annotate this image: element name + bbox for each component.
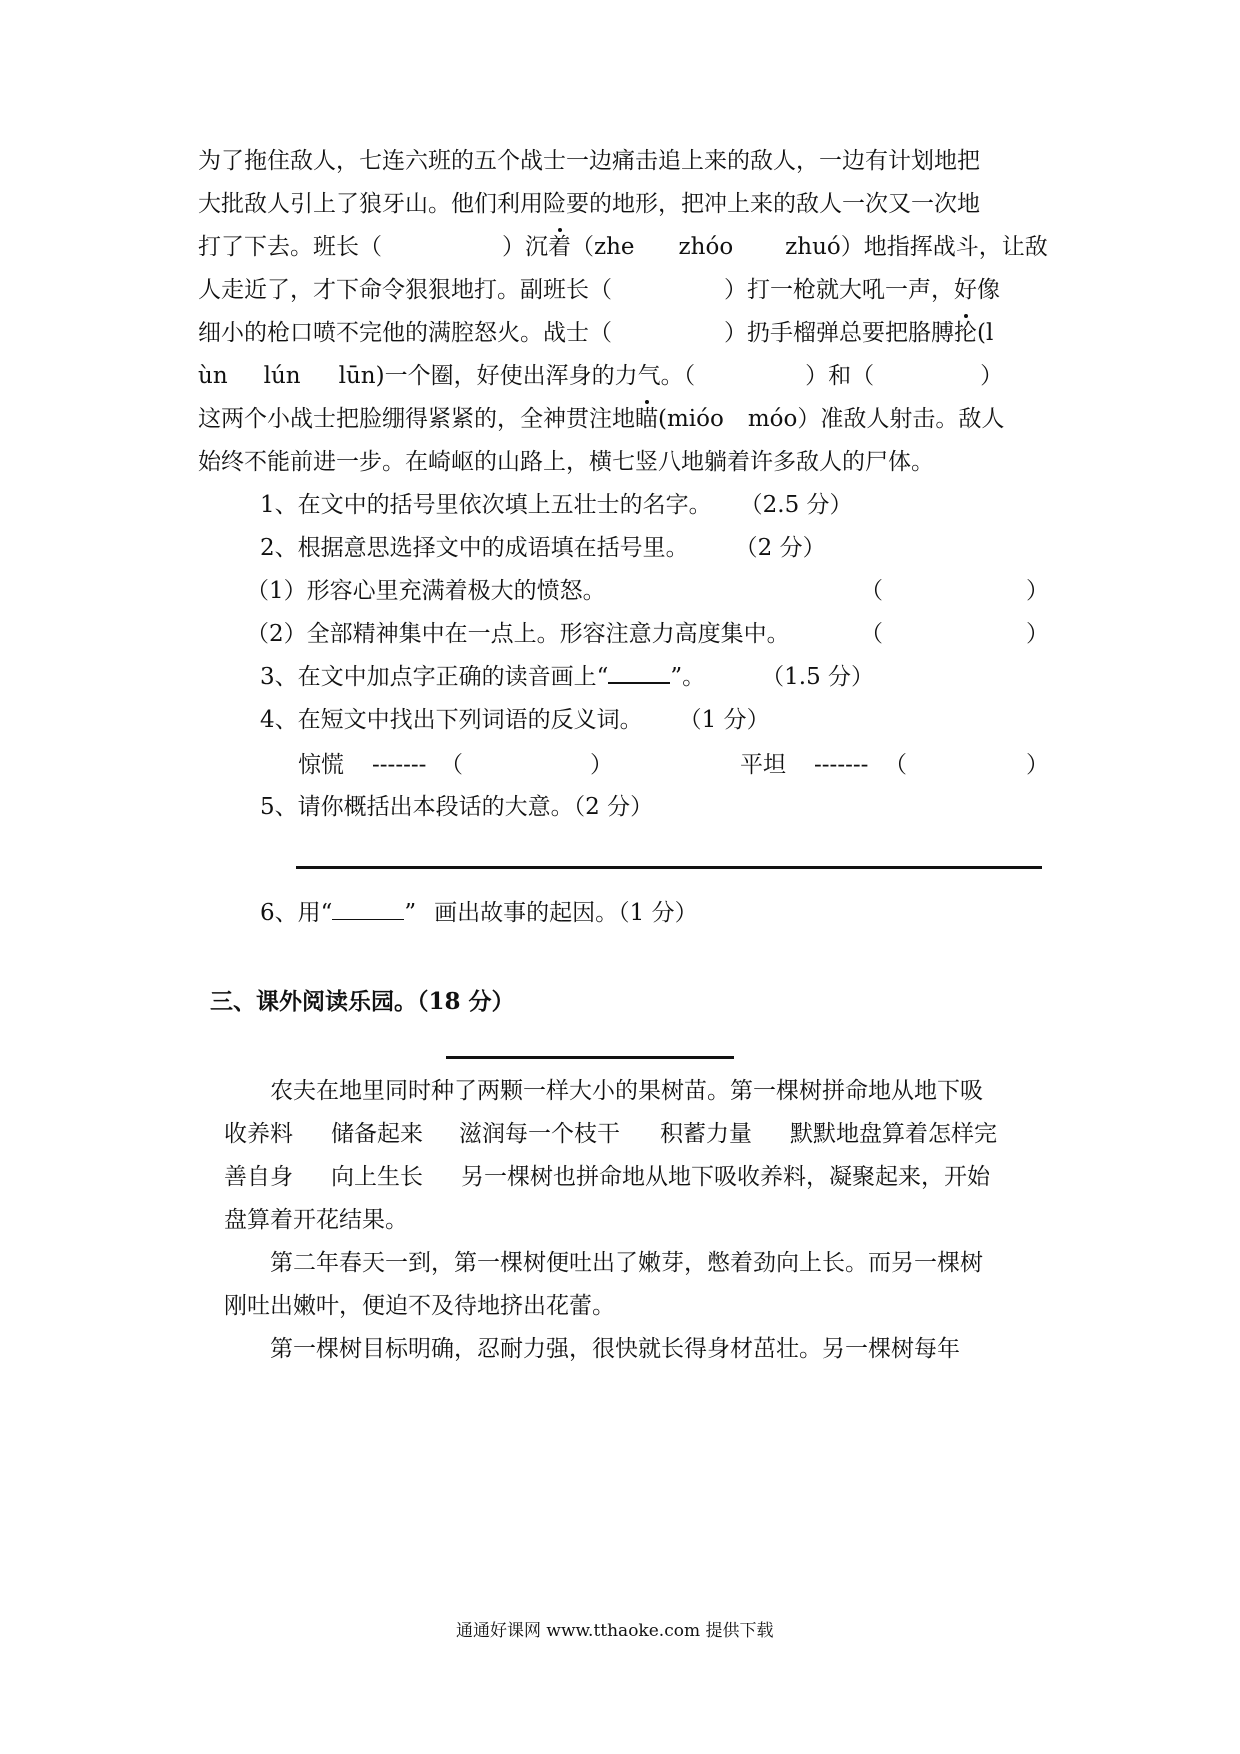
question-4: [260, 705, 770, 735]
question-3-a: 3、在文中加点字正确的读音画上“: [260, 664, 609, 690]
question-2: [260, 533, 826, 563]
story-phrase-1: 收养料: [224, 1121, 293, 1147]
story-p1-line-4: 盘算着开花结果。: [224, 1207, 408, 1233]
pinyin-option-1: （zhe: [571, 234, 635, 260]
story-phrase-5: 默默地盘算着怎样完: [790, 1121, 997, 1147]
dotted-char-miao: 瞄: [635, 406, 658, 432]
passage-line-5-a: 细小的枪口喷不完他的满腔怒火。战士（: [198, 320, 612, 346]
antonym-word-2: 平坦: [740, 752, 786, 778]
passage-line-4-a: 人走近了，才下命令狠狠地打。副班长（: [198, 277, 612, 303]
question-6-c: 画出故事的起因。（1 分）: [434, 900, 698, 926]
question-2-2-open: （: [860, 621, 883, 647]
passage-line-4: [198, 275, 1000, 305]
antonym-dashes-1: -------: [372, 752, 427, 778]
passage-line-3-a: 打了下去。班长（: [198, 234, 382, 260]
story-phrase-4: 积蓄力量: [660, 1121, 752, 1147]
passage-line-1: 为了拖住敌人，七连六班的五个战士一边痛击追上来的敌人，一边有计划地把: [198, 148, 980, 174]
passage-line-7: [198, 404, 1004, 434]
pinyin-miao-1: (mióo: [658, 406, 724, 432]
question-4-text: 4、在短文中找出下列词语的反义词。: [260, 707, 643, 733]
question-6: [260, 898, 698, 928]
story-p1-line-2: [224, 1119, 997, 1149]
footer-text: 通通好课网 www.tthaoke.com 提供下载: [456, 1621, 774, 1641]
question-2-2-close: ）: [1026, 621, 1049, 647]
passage-line-6-c: lūn)一个圈，好使出浑身的力气。（: [338, 363, 696, 389]
pinyin-lun-2: lún: [263, 363, 301, 389]
question-5: 5、请你概括出本段话的大意。（2 分）: [260, 794, 654, 820]
question-2-text: 2、根据意思选择文中的成语填在括号里。: [260, 535, 689, 561]
story-phrase-3: 滋润每一个枝干: [459, 1121, 620, 1147]
question-6-a: 6、用“: [260, 900, 333, 926]
question-2-2: （2）全部精神集中在一点上。形容注意力高度集中。: [246, 621, 790, 647]
passage-line-6-e: ）: [980, 363, 1004, 389]
answer-line-5: [296, 866, 1042, 869]
story-phrase-8: 另一棵树也拼命地从地下吸收养料，凝聚起来，开始: [461, 1164, 990, 1190]
question-1: [260, 490, 853, 520]
underline-sample-6: [332, 905, 404, 920]
story-p1-line-1: 农夫在地里同时种了两颗一样大小的果树苗。第一棵树拼命地从地下吸: [270, 1078, 983, 1104]
question-3-score: （1.5 分）: [761, 664, 875, 690]
passage-line-6-d: ）和（: [805, 363, 875, 389]
question-4-score: （1 分）: [678, 707, 770, 733]
passage-line-5-b: ）扔手榴弹总要把胳膊: [724, 320, 954, 346]
antonym-close-2: ）: [1026, 752, 1049, 778]
question-2-1-open: （: [860, 578, 883, 604]
antonym-word-1: 惊慌: [298, 752, 344, 778]
passage-line-7-c: móo）准敌人射击。敌人: [747, 406, 1005, 432]
question-1-score: （2.5 分）: [739, 492, 853, 518]
story-p2-line-1: 第二年春天一到，第一棵树便吐出了嫩芽，憋着劲向上长。而另一棵树: [270, 1250, 983, 1276]
pinyin-option-2: zhóo: [678, 234, 734, 260]
passage-line-8: 始终不能前进一步。在崎岖的山路上，横七竖八地躺着许多敌人的尸体。: [198, 449, 934, 475]
story-phrase-2: 储备起来: [331, 1121, 423, 1147]
antonym-close-1: ）: [590, 752, 613, 778]
passage-line-6: [198, 361, 1003, 391]
passage-line-5: [198, 318, 993, 348]
question-2-1: （1）形容心里充满着极大的愤怒。: [246, 578, 606, 604]
question-6-b: ”: [404, 900, 417, 926]
passage-line-3-b: ）沉: [502, 234, 548, 260]
passage-line-4-b: ）打一枪就大吼一声，好像: [724, 277, 1000, 303]
story-phrase-7: 向上生长: [331, 1164, 423, 1190]
antonym-open-1: （: [440, 752, 463, 778]
section-3-heading: 三、课外阅读乐园。（18 分）: [210, 988, 515, 1015]
pinyin-lun-1: ùn: [198, 363, 228, 389]
passage-line-2: 大批敌人引上了狼牙山。他们利用险要的地形，把冲上来的敌人一次又一次地: [198, 191, 980, 217]
question-3-b: ”。: [670, 664, 706, 690]
dotted-char-zhe: 着: [548, 234, 571, 260]
underline-sample: [608, 666, 670, 684]
pinyin-option-3: zhuó）地指挥战斗，让敌: [785, 234, 1048, 260]
question-3: [260, 662, 874, 692]
dotted-char-lun: 抡: [954, 320, 977, 346]
question-2-score: （2 分）: [734, 535, 826, 561]
story-phrase-6: 善自身: [224, 1164, 293, 1190]
story-title-blank: [446, 1056, 734, 1059]
story-p3-line-1: 第一棵树目标明确，忍耐力强，很快就长得身材茁壮。另一棵树每年: [270, 1336, 960, 1362]
question-2-1-close: ）: [1026, 578, 1049, 604]
antonym-open-2: （: [884, 752, 907, 778]
pinyin-start: (l: [977, 320, 994, 346]
passage-line-3: [198, 232, 1048, 262]
story-p1-line-3: [224, 1162, 990, 1192]
story-p2-line-2: 刚吐出嫩叶，便迫不及待地挤出花蕾。: [224, 1293, 615, 1319]
passage-line-7-a: 这两个小战士把脸绷得紧紧的，全神贯注地: [198, 406, 635, 432]
antonym-dashes-2: -------: [814, 752, 869, 778]
question-1-text: 1、在文中的括号里依次填上五壮士的名字。: [260, 492, 712, 518]
